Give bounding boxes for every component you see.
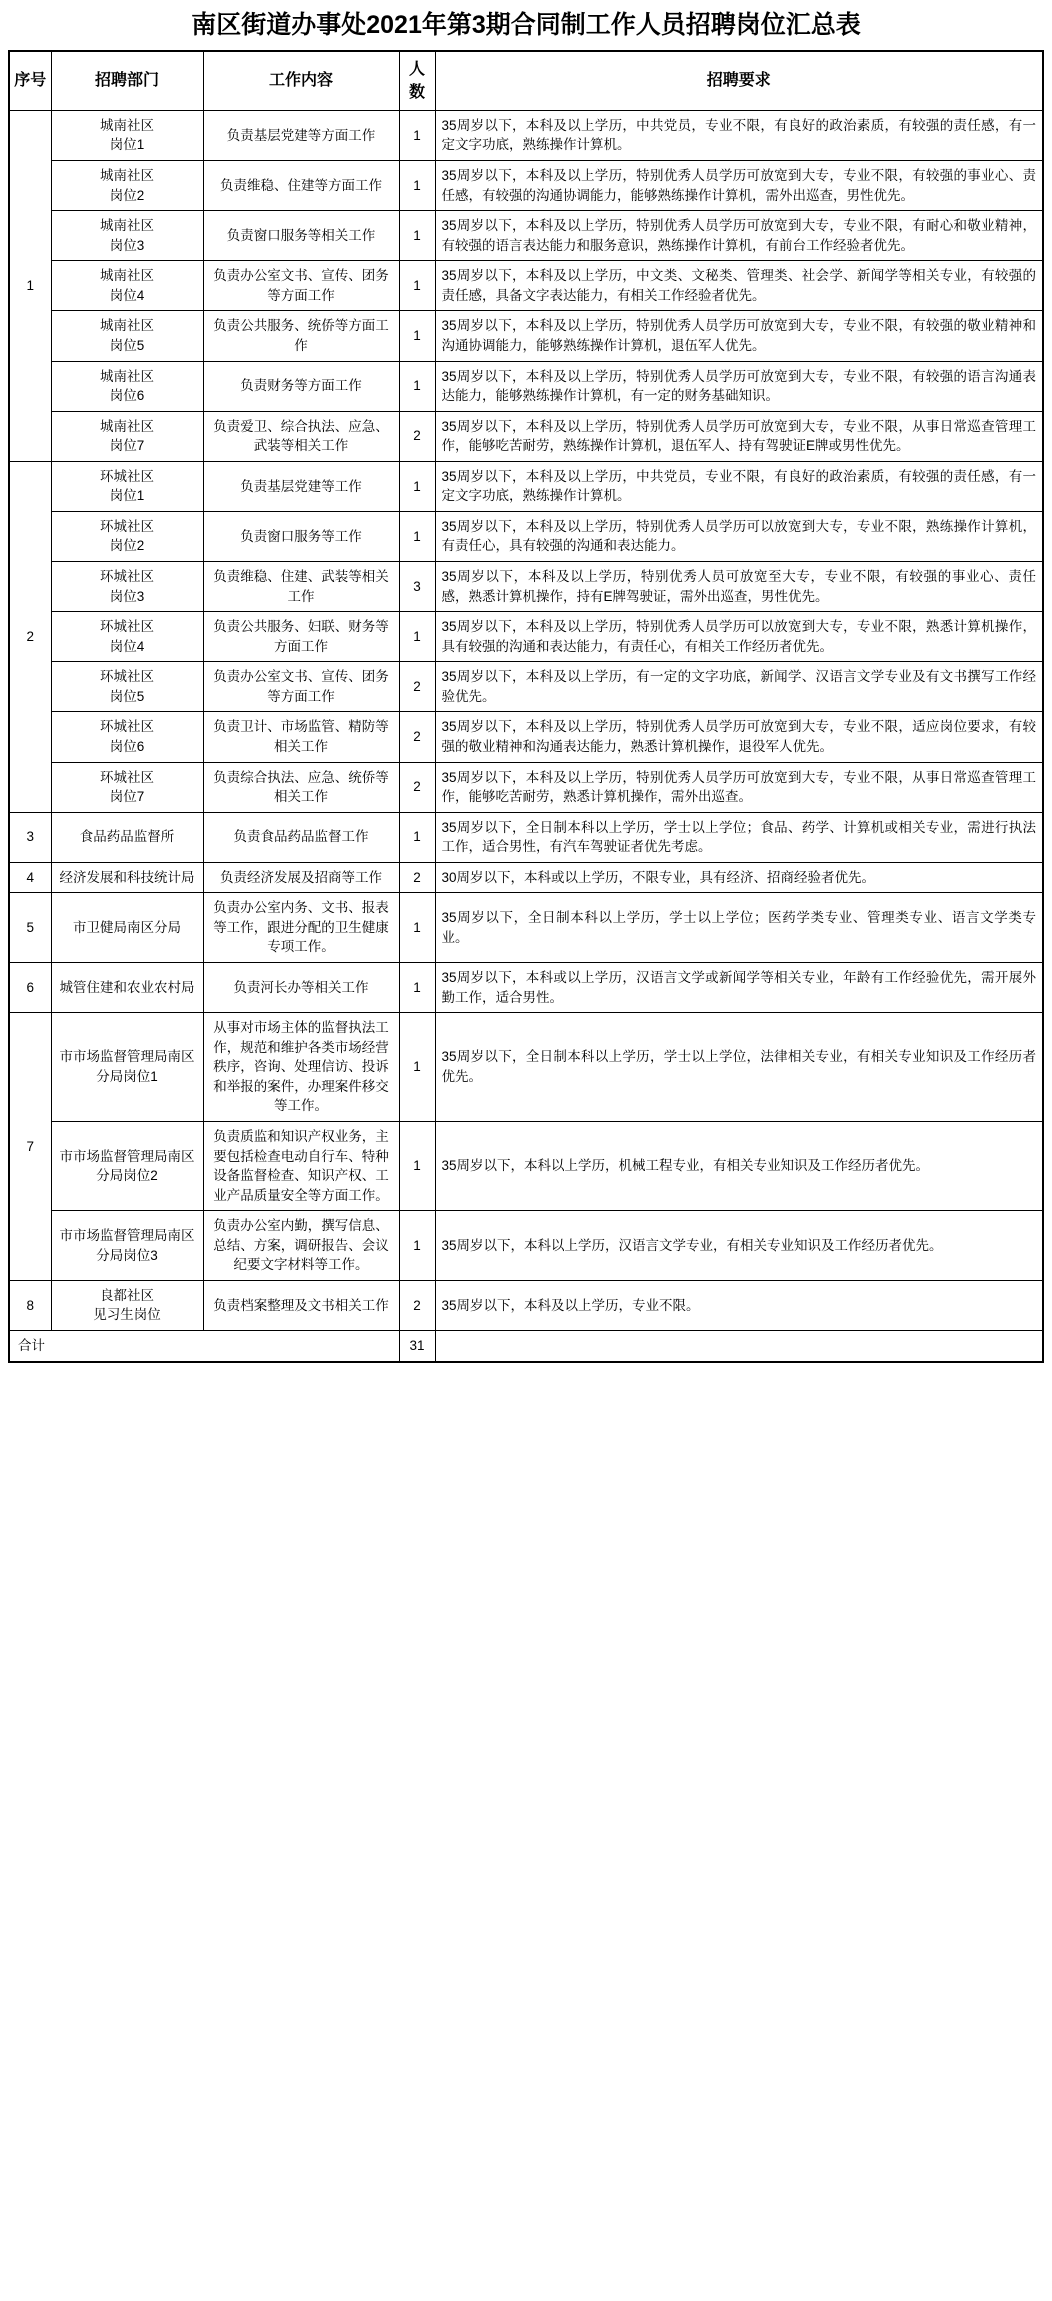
cell-headcount: 3 (399, 562, 435, 612)
cell-headcount: 1 (399, 211, 435, 261)
table-row (9, 662, 1043, 712)
cell-work-content: 负责办公室文书、宣传、团务等方面工作 (203, 261, 399, 311)
cell-work-content: 负责公共服务、统侨等方面工作 (203, 311, 399, 361)
cell-department: 城南社区 岗位7 (51, 411, 203, 461)
cell-department: 食品药品监督所 (51, 812, 203, 862)
table-header (9, 51, 1043, 111)
cell-requirements: 35周岁以下，本科及以上学历，特别优秀人员学历可放宽到大专，专业不限，有较强的事业心、责任感，有较强的沟通协调能力，能够熟练操作计算机，需外出巡查，男性优先。 (435, 161, 1043, 211)
table-row (9, 1280, 1043, 1330)
cell-work-content: 负责财务等方面工作 (203, 361, 399, 411)
table-row (9, 812, 1043, 862)
column-header-dept: 招聘部门 (51, 51, 203, 111)
cell-headcount: 2 (399, 662, 435, 712)
table-row (9, 712, 1043, 762)
cell-work-content: 负责公共服务、妇联、财务等方面工作 (203, 612, 399, 662)
cell-department: 城南社区 岗位5 (51, 311, 203, 361)
cell-department: 环城社区 岗位5 (51, 662, 203, 712)
cell-requirements: 35周岁以下，全日制本科以上学历，学士以上学位，法律相关专业，有相关专业知识及工作经历者优先。 (435, 1013, 1043, 1122)
cell-work-content: 负责办公室文书、宣传、团务等方面工作 (203, 662, 399, 712)
cell-requirements: 35周岁以下，本科或以上学历，汉语言文学或新闻学等相关专业，年龄有工作经验优先，需开展外勤工作，适合男性。 (435, 963, 1043, 1013)
cell-requirements: 35周岁以下，本科以上学历，机械工程专业，有相关专业知识及工作经历者优先。 (435, 1121, 1043, 1210)
cell-headcount: 2 (399, 712, 435, 762)
cell-work-content: 负责食品药品监督工作 (203, 812, 399, 862)
cell-work-content: 负责质监和知识产权业务，主要包括检查电动自行车、特种设备监督检查、知识产权、工业产品质量安全等方面工作。 (203, 1121, 399, 1210)
table-row (9, 110, 1043, 160)
table-row (9, 1121, 1043, 1210)
row-no: 2 (9, 461, 51, 812)
table-row (9, 311, 1043, 361)
cell-department: 城南社区 岗位1 (51, 110, 203, 160)
table-row (9, 562, 1043, 612)
table-row (9, 862, 1043, 893)
cell-requirements: 35周岁以下，本科及以上学历，特别优秀人员学历可放宽到大专，专业不限，有较强的语言沟通表达能力，能够熟练操作计算机，有一定的财务基础知识。 (435, 361, 1043, 411)
cell-work-content: 负责基层党建等工作 (203, 461, 399, 511)
row-no: 5 (9, 893, 51, 963)
cell-department: 环城社区 岗位7 (51, 762, 203, 812)
cell-work-content: 负责爱卫、综合执法、应急、武装等相关工作 (203, 411, 399, 461)
table-row (9, 511, 1043, 561)
cell-headcount: 1 (399, 963, 435, 1013)
table-row (9, 762, 1043, 812)
row-no: 4 (9, 862, 51, 893)
table-row (9, 963, 1043, 1013)
cell-requirements: 35周岁以下，本科及以上学历，中共党员，专业不限，有良好的政治素质，有较强的责任感，有一定文字功底，熟练操作计算机。 (435, 461, 1043, 511)
cell-headcount: 1 (399, 511, 435, 561)
table-row (9, 161, 1043, 211)
total-row (9, 1331, 1043, 1362)
cell-department: 城管住建和农业农村局 (51, 963, 203, 1013)
cell-headcount: 1 (399, 110, 435, 160)
cell-requirements: 35周岁以下，本科及以上学历，特别优秀人员学历可放宽到大专，专业不限，有耐心和敬业精神，有较强的语言表达能力和服务意识，熟练操作计算机，有前台工作经验者优先。 (435, 211, 1043, 261)
row-no: 7 (9, 1013, 51, 1281)
cell-requirements: 35周岁以下，全日制本科以上学历，学士以上学位；食品、药学、计算机或相关专业，需进行执法工作，适合男性，有汽车驾驶证者优先考虑。 (435, 812, 1043, 862)
table-row (9, 461, 1043, 511)
cell-work-content: 负责办公室内勤，撰写信息、总结、方案，调研报告、会议纪要文字材料等工作。 (203, 1211, 399, 1281)
cell-requirements: 35周岁以下，本科及以上学历，有一定的文字功底，新闻学、汉语言文学专业及有文书撰写工作经验优先。 (435, 662, 1043, 712)
page-title: 南区街道办事处2021年第3期合同制工作人员招聘岗位汇总表 (191, 11, 861, 39)
column-header-req: 招聘要求 (435, 51, 1043, 111)
cell-headcount: 1 (399, 361, 435, 411)
cell-work-content: 负责窗口服务等相关工作 (203, 211, 399, 261)
cell-work-content: 负责基层党建等方面工作 (203, 110, 399, 160)
cell-requirements: 35周岁以下，本科及以上学历，特别优秀人员学历可放宽到大专，专业不限，从事日常巡查管理工作，能够吃苦耐劳，熟练操作计算机，退伍军人、持有驾驶证E牌或男性优先。 (435, 411, 1043, 461)
cell-requirements: 30周岁以下，本科或以上学历，不限专业，具有经济、招商经验者优先。 (435, 862, 1043, 893)
cell-headcount: 1 (399, 161, 435, 211)
cell-department: 市卫健局南区分局 (51, 893, 203, 963)
cell-work-content: 负责办公室内务、文书、报表等工作，跟进分配的卫生健康专项工作。 (203, 893, 399, 963)
table-row (9, 612, 1043, 662)
cell-department: 市市场监督管理局南区分局岗位2 (51, 1121, 203, 1210)
cell-department: 环城社区 岗位2 (51, 511, 203, 561)
table-body (9, 110, 1043, 1361)
table-row (9, 211, 1043, 261)
cell-department: 城南社区 岗位3 (51, 211, 203, 261)
column-header-num: 人数 (399, 51, 435, 111)
cell-department: 城南社区 岗位4 (51, 261, 203, 311)
row-no: 3 (9, 812, 51, 862)
cell-work-content: 负责维稳、住建等方面工作 (203, 161, 399, 211)
cell-work-content: 负责经济发展及招商等工作 (203, 862, 399, 893)
cell-work-content: 负责档案整理及文书相关工作 (203, 1280, 399, 1330)
cell-department: 环城社区 岗位3 (51, 562, 203, 612)
cell-department: 环城社区 岗位4 (51, 612, 203, 662)
cell-requirements: 35周岁以下，本科及以上学历，特别优秀人员学历可放宽到大专，专业不限，有较强的敬业精神和沟通协调能力，能够熟练操作计算机，退伍军人优先。 (435, 311, 1043, 361)
cell-headcount: 1 (399, 1121, 435, 1210)
cell-requirements: 35周岁以下，本科及以上学历，中共党员，专业不限，有良好的政治素质，有较强的责任感，有一定文字功底，熟练操作计算机。 (435, 110, 1043, 160)
cell-headcount: 1 (399, 261, 435, 311)
recruitment-table (8, 50, 1044, 1363)
cell-requirements: 35周岁以下，本科以上学历，汉语言文学专业，有相关专业知识及工作经历者优先。 (435, 1211, 1043, 1281)
row-no: 6 (9, 963, 51, 1013)
cell-work-content: 负责卫计、市场监管、精防等相关工作 (203, 712, 399, 762)
cell-headcount: 2 (399, 1280, 435, 1330)
table-row (9, 1211, 1043, 1281)
row-no: 1 (9, 110, 51, 461)
cell-headcount: 1 (399, 812, 435, 862)
cell-department: 经济发展和科技统计局 (51, 862, 203, 893)
cell-work-content: 负责河长办等相关工作 (203, 963, 399, 1013)
cell-work-content: 负责窗口服务等工作 (203, 511, 399, 561)
cell-department: 环城社区 岗位6 (51, 712, 203, 762)
cell-department: 城南社区 岗位2 (51, 161, 203, 211)
cell-headcount: 1 (399, 461, 435, 511)
cell-requirements: 35周岁以下，本科及以上学历，特别优秀人员学历可以放宽到大专，专业不限，熟练操作计算机，有责任心，具有较强的沟通和表达能力。 (435, 511, 1043, 561)
column-header-work: 工作内容 (203, 51, 399, 111)
cell-headcount: 1 (399, 612, 435, 662)
header-row (9, 51, 1043, 111)
cell-work-content: 从事对市场主体的监督执法工作，规范和维护各类市场经营秩序，咨询、处理信访、投诉和举报的案件，办理案件移交等工作。 (203, 1013, 399, 1122)
cell-headcount: 2 (399, 762, 435, 812)
table-row (9, 1013, 1043, 1122)
cell-department: 市市场监督管理局南区分局岗位3 (51, 1211, 203, 1281)
total-value: 31 (399, 1331, 435, 1362)
cell-work-content: 负责综合执法、应急、统侨等相关工作 (203, 762, 399, 812)
cell-department: 良都社区 见习生岗位 (51, 1280, 203, 1330)
cell-headcount: 2 (399, 411, 435, 461)
cell-requirements: 35周岁以下，本科及以上学历，中文类、文秘类、管理类、社会学、新闻学等相关专业，有较强的责任感，具备文字表达能力，有相关工作经验者优先。 (435, 261, 1043, 311)
column-header-no: 序号 (9, 51, 51, 111)
cell-headcount: 1 (399, 311, 435, 361)
cell-requirements: 35周岁以下，本科及以上学历，特别优秀人员学历可放宽到大专，专业不限，从事日常巡查管理工作，能够吃苦耐劳，熟悉计算机操作，需外出巡查。 (435, 762, 1043, 812)
table-row (9, 361, 1043, 411)
cell-work-content: 负责维稳、住建、武装等相关工作 (203, 562, 399, 612)
cell-department: 市市场监督管理局南区分局岗位1 (51, 1013, 203, 1122)
total-label: 合计 (9, 1331, 399, 1362)
cell-department: 环城社区 岗位1 (51, 461, 203, 511)
cell-requirements: 35周岁以下，本科及以上学历，特别优秀人员可放宽至大专，专业不限，有较强的事业心、责任感，熟悉计算机操作，持有E牌驾驶证，需外出巡查，男性优先。 (435, 562, 1043, 612)
cell-headcount: 1 (399, 1211, 435, 1281)
cell-requirements: 35周岁以下，本科及以上学历，专业不限。 (435, 1280, 1043, 1330)
cell-headcount: 1 (399, 893, 435, 963)
row-no: 8 (9, 1280, 51, 1330)
table-row (9, 411, 1043, 461)
cell-department: 城南社区 岗位6 (51, 361, 203, 411)
total-blank (435, 1331, 1043, 1362)
cell-requirements: 35周岁以下，本科及以上学历，特别优秀人员学历可放宽到大专，专业不限，适应岗位要求，有较强的敬业精神和沟通表达能力，熟悉计算机操作，退役军人优先。 (435, 712, 1043, 762)
cell-requirements: 35周岁以下，全日制本科以上学历，学士以上学位；医药学类专业、管理类专业、语言文学类专业。 (435, 893, 1043, 963)
cell-requirements: 35周岁以下，本科及以上学历，特别优秀人员学历可以放宽到大专，专业不限，熟悉计算机操作，具有较强的沟通和表达能力，有责任心，有相关工作经历者优先。 (435, 612, 1043, 662)
cell-headcount: 2 (399, 862, 435, 893)
cell-headcount: 1 (399, 1013, 435, 1122)
table-row (9, 261, 1043, 311)
table-row (9, 893, 1043, 963)
